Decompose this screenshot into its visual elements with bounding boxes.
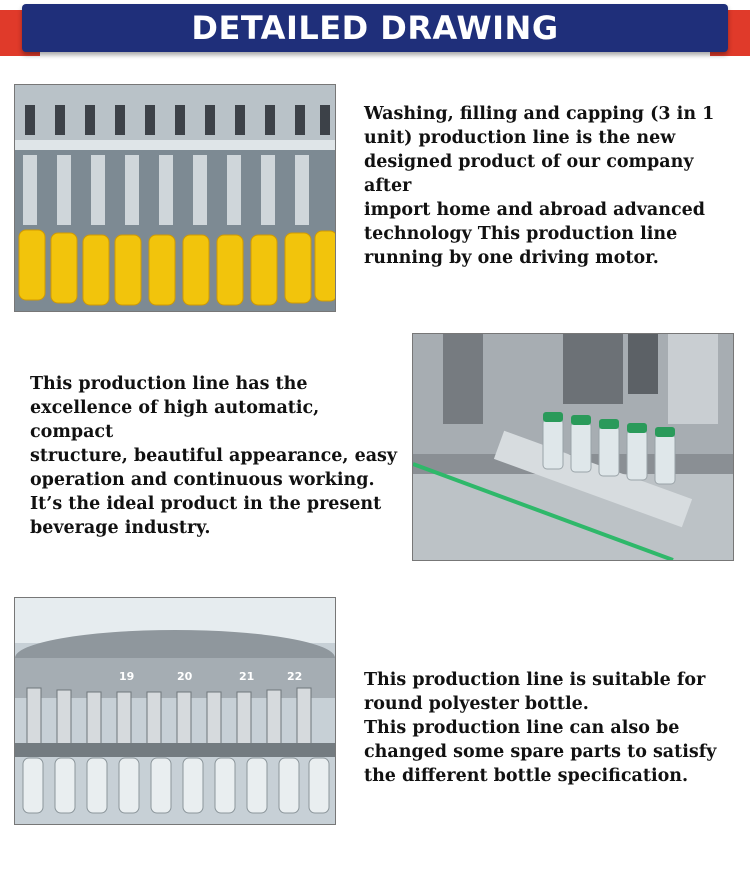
text-line: round polyester bottle.	[364, 694, 589, 714]
text-line: changed some spare parts to satisfy	[364, 742, 717, 762]
text-line: beverage industry.	[30, 518, 211, 538]
rotary-filler-photo	[14, 597, 336, 825]
station-number: 20	[177, 670, 193, 683]
station-number: 19	[119, 670, 135, 683]
text-line: This production line has the	[30, 374, 308, 394]
text-line: the different bottle specification.	[364, 766, 689, 786]
text-line: technology This production line	[364, 224, 678, 244]
text-line: It’s the ideal product in the present	[30, 494, 382, 514]
text-line: excellence of high automatic, compact	[30, 398, 320, 442]
description-block-3	[364, 668, 734, 788]
text-line: unit) production line is the new	[364, 128, 676, 148]
text-line: running by one driving motor.	[364, 248, 659, 268]
text-line: This production line can also be	[364, 718, 680, 738]
text-line: Washing, filling and capping (3 in 1	[364, 104, 715, 124]
station-number: 21	[239, 670, 255, 683]
text-line: designed product of our company after	[364, 152, 694, 196]
text-line: operation and continuous working.	[30, 470, 375, 490]
station-number: 22	[287, 670, 303, 683]
description-block-2	[30, 372, 400, 540]
description-block-1	[364, 102, 734, 270]
header-banner	[22, 4, 728, 52]
text-line: structure, beautiful appearance, easy	[30, 446, 398, 466]
text-line: import home and abroad advanced	[364, 200, 705, 220]
juice-filling-photo	[14, 84, 336, 312]
capping-machine-photo	[412, 333, 734, 561]
page-title: DETAILED DRAWING	[191, 9, 559, 47]
text-line: This production line is suitable for	[364, 670, 706, 690]
